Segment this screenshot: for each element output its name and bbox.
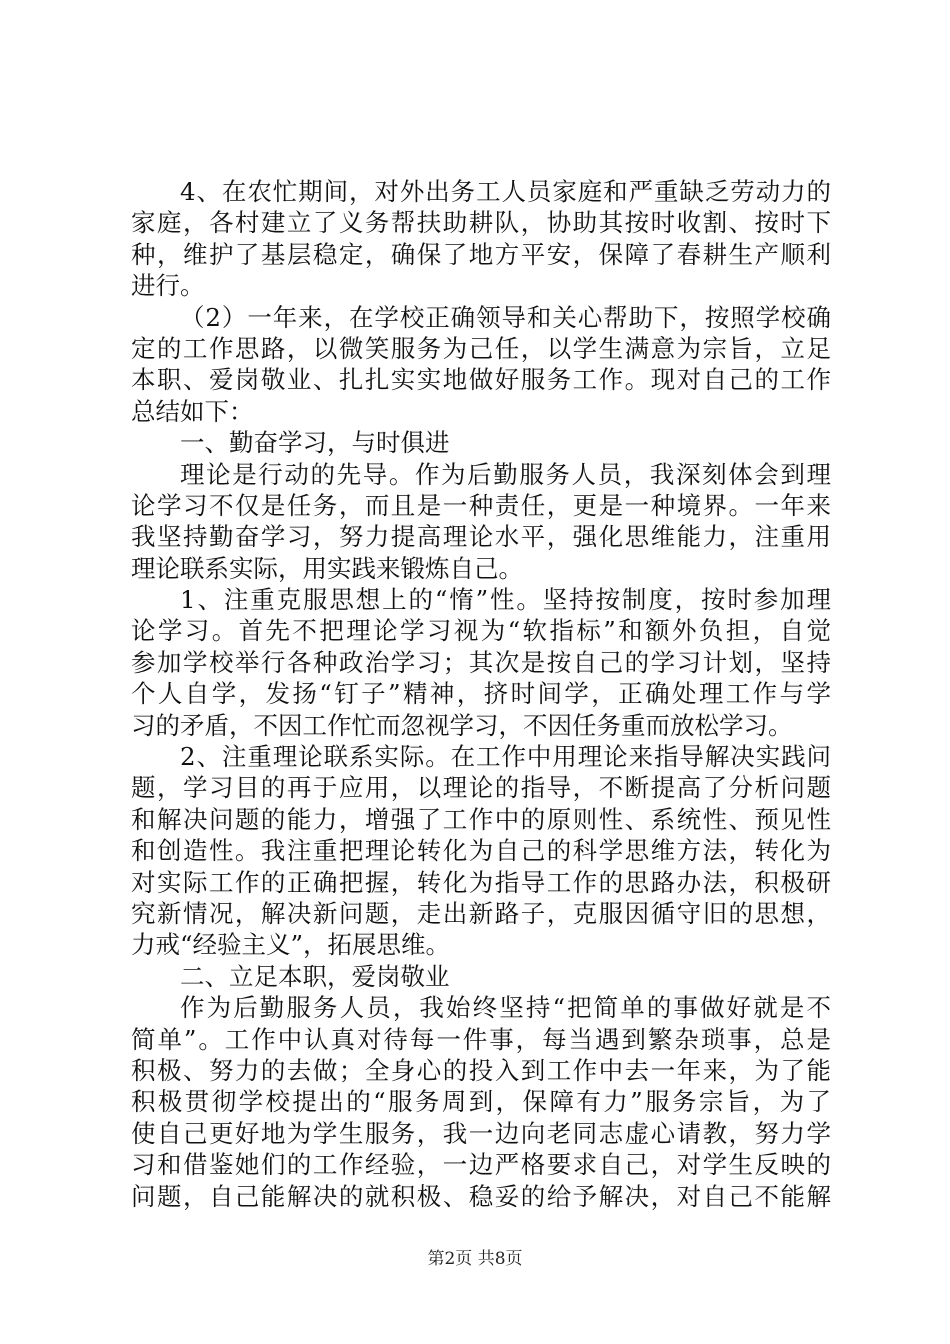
document-body xyxy=(131,176,831,1212)
text-line: 简单”。工作中认真对待每一件事，每当遇到繁杂琐事，总是 xyxy=(131,1024,831,1054)
text-line: （2）一年来，在学校正确领导和关心帮助下，按照学校确 xyxy=(180,302,831,332)
text-line: 进行。 xyxy=(131,271,205,301)
text-line: 二、立足本职，爱岗敬业 xyxy=(180,961,450,991)
text-line: 题，学习目的再于应用，以理论的指导，不断提高了分析问题 xyxy=(131,773,831,803)
text-line: 论学习不仅是任务，而且是一种责任，更是一种境界。一年来 xyxy=(131,490,831,520)
text-line: 使自己更好地为学生服务，我一边向老同志虚心请教，努力学 xyxy=(131,1118,831,1148)
text-line: 究新情况，解决新问题，走出新路子，克服因循守旧的思想， xyxy=(131,898,831,928)
text-line: 家庭，各村建立了义务帮扶助耕队，协助其按时收割、按时下 xyxy=(131,208,831,238)
text-line: 对实际工作的正确把握，转化为指导工作的思路办法，积极研 xyxy=(131,867,831,897)
text-line: 本职、爱岗敬业、扎扎实实地做好服务工作。现对自己的工作 xyxy=(131,365,831,395)
text-line: 个人自学，发扬“钉子”精神，挤时间学，正确处理工作与学 xyxy=(131,679,831,709)
text-line: 和创造性。我注重把理论转化为自己的科学思维方法，转化为 xyxy=(131,836,831,866)
text-line: 定的工作思路，以微笑服务为己任，以学生满意为宗旨，立足 xyxy=(131,333,831,363)
text-line: 一、勤奋学习，与时俱进 xyxy=(180,428,450,458)
text-line: 积极贯彻学校提出的“服务周到，保障有力”服务宗旨，为了 xyxy=(131,1087,831,1117)
text-line: 和解决问题的能力，增强了工作中的原则性、系统性、预见性 xyxy=(131,804,831,834)
text-line: 种，维护了基层稳定，确保了地方平安，保障了春耕生产顺利 xyxy=(131,239,831,269)
text-line: 理论联系实际，用实践来锻炼自己。 xyxy=(131,553,523,583)
text-line: 我坚持勤奋学习，努力提高理论水平，强化思维能力，注重用 xyxy=(131,522,831,552)
text-line: 作为后勤服务人员，我始终坚持“把简单的事做好就是不 xyxy=(180,993,831,1023)
text-line: 总结如下： xyxy=(131,396,254,426)
text-line: 力戒“经验主义”，拓展思维。 xyxy=(131,930,451,960)
text-line: 理论是行动的先导。作为后勤服务人员，我深刻体会到理 xyxy=(180,459,831,489)
text-line: 4、在农忙期间，对外出务工人员家庭和严重缺乏劳动力的 xyxy=(180,177,831,206)
page-footer: 第2页 共8页 xyxy=(427,1249,523,1269)
text-line: 论学习。首先不把理论学习视为“软指标”和额外负担，自觉 xyxy=(131,616,831,646)
text-line: 问题，自己能解决的就积极、稳妥的给予解决，对自己不能解 xyxy=(131,1181,831,1211)
text-line: 习和借鉴她们的工作经验，一边严格要求自己，对学生反映的 xyxy=(131,1150,831,1180)
text-line: 2、注重理论联系实际。在工作中用理论来指导解决实践问 xyxy=(180,742,831,772)
text-line: 1、注重克服思想上的“惰”性。坚持按制度，按时参加理 xyxy=(180,585,831,615)
text-line: 习的矛盾，不因工作忙而忽视学习，不因任务重而放松学习。 xyxy=(131,710,793,740)
text-line: 参加学校举行各种政治学习；其次是按自己的学习计划，坚持 xyxy=(131,647,831,677)
text-line: 积极、努力的去做；全身心的投入到工作中去一年来，为了能 xyxy=(131,1055,831,1085)
